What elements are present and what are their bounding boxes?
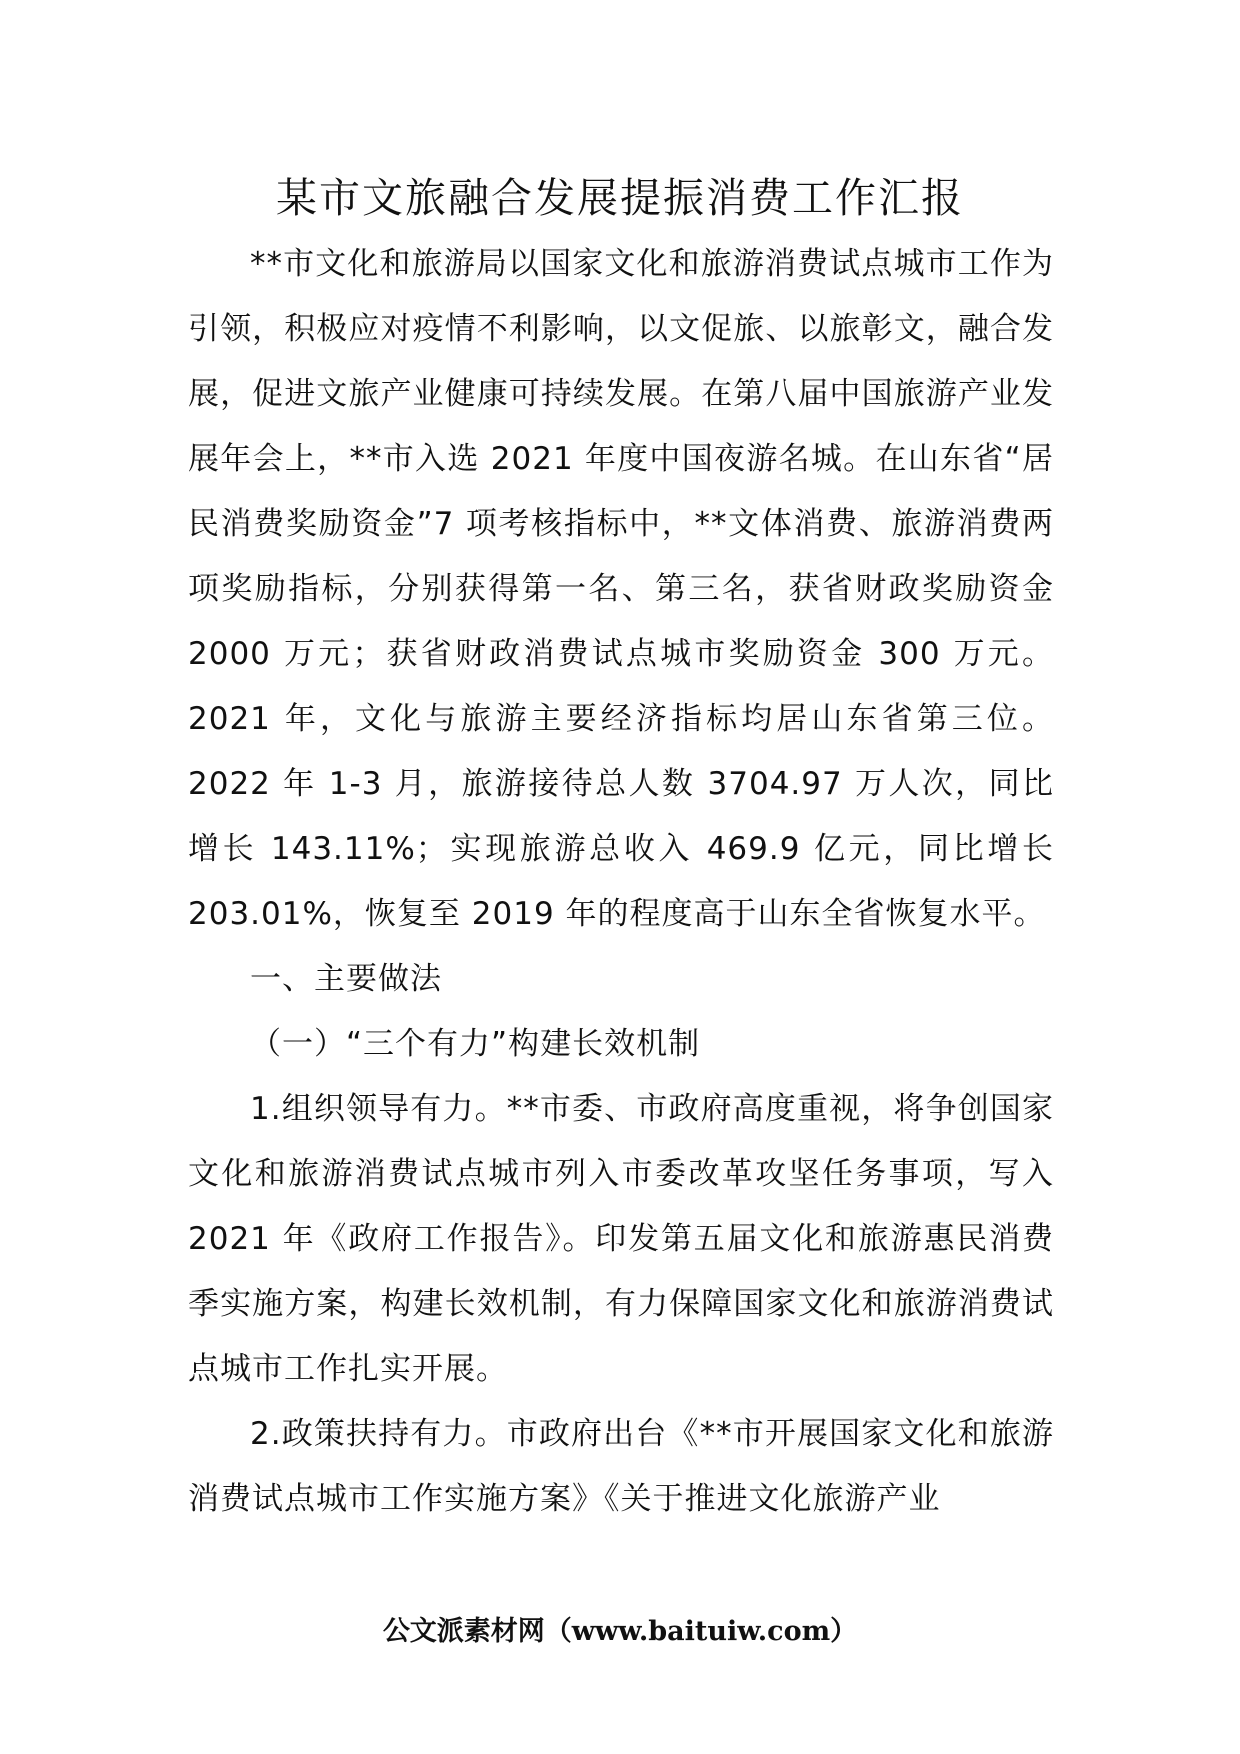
paragraph-leadership: 1.组织领导有力。**市委、市政府高度重视，将争创国家文化和旅游消费试点城市列入市委改革攻坚任务事项，写入 2021 年《政府工作报告》。印发第五届文化和旅游惠民消费季实施方案，构建长效机制，有力保障国家文化和旅游消费试点城市工作扎实开展。 [188, 1091, 1054, 1387]
section-heading-main-practices: 一、主要做法 [250, 961, 442, 997]
document-body [188, 232, 1054, 1532]
intro-paragraph: **市文化和旅游局以国家文化和旅游消费试点城市工作为引领，积极应对疫情不利影响，以文促旅、以旅彰文，融合发展，促进文旅产业健康可持续发展。在第八届中国旅游产业发展年会上，**市入选 2021 年度中国夜游名城。在山东省“居民消费奖励资金”7 项考核指标中，**文体消费、旅游消费两项奖励指标，分别获得第一名、第三名，获省财政奖励资金 2000 万元；获省财政消费试点城市奖励资金 300 万元。2021 年，文化与旅游主要经济指标均居山东省第三位。 2022 年 1-3 月，旅游接待总人数 3704.97 万人次，同比增长 143.11%；实现旅游总收入 469.9 亿元，同比增长 203.01%，恢复至 2019 年的程度高于山东全省恢复水平。 [188, 246, 1054, 932]
document-title: 某市文旅融合发展提振消费工作汇报 [276, 174, 964, 222]
footer-watermark: 公文派素材网（www.baituiw.com） [382, 1616, 858, 1647]
subsection-heading-mechanism: （一）“三个有力”构建长效机制 [250, 1026, 701, 1062]
paragraph-policy-support: 2.政策扶持有力。市政府出台《**市开展国家文化和旅游消费试点城市工作实施方案》《关于推进文化旅游产业 [188, 1416, 1054, 1517]
